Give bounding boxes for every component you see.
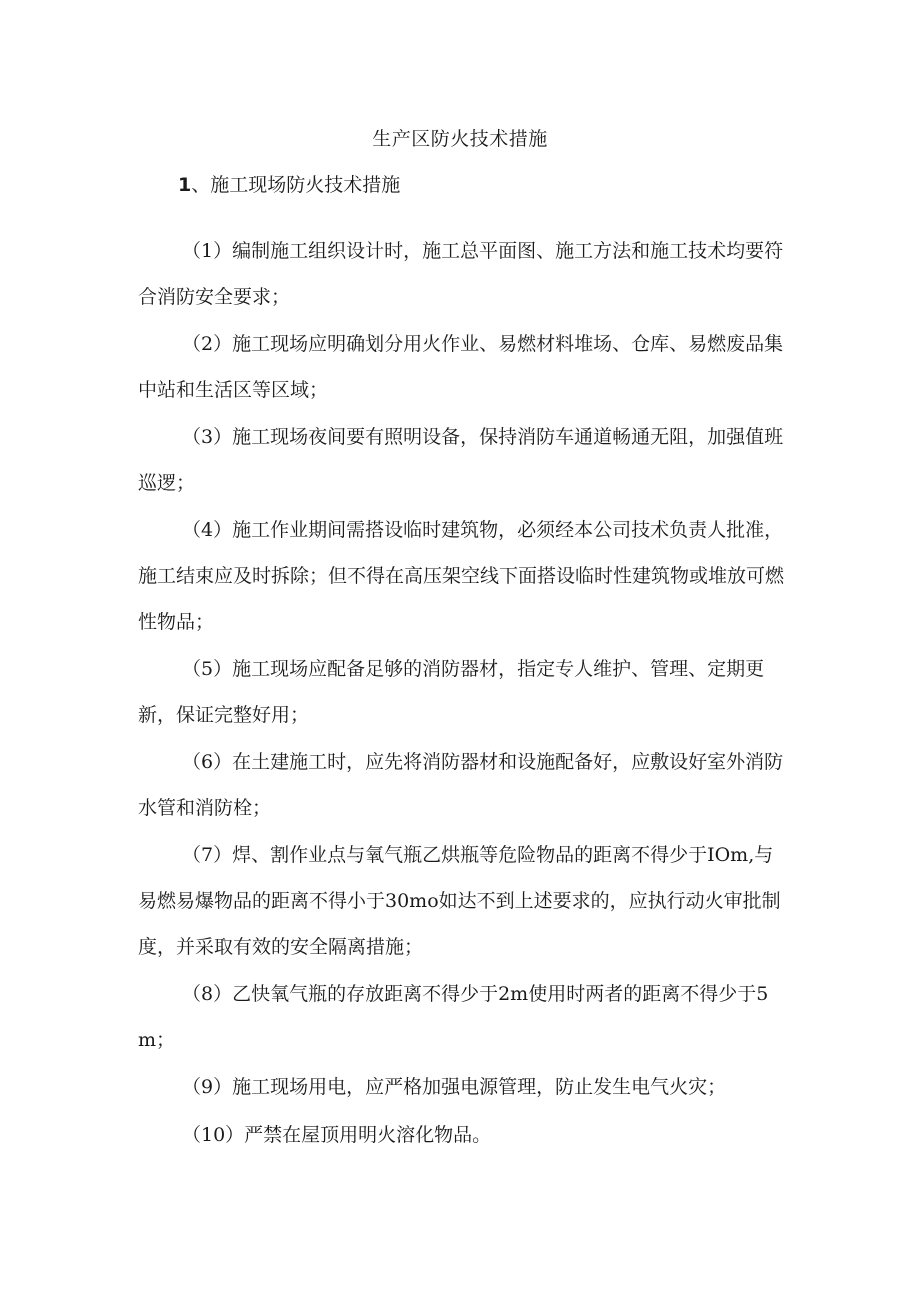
section-number: 1: [178, 174, 192, 196]
measure-paragraph: （8）乙快氧气瓶的存放距离不得少于2m使用时两者的距离不得少于5m；: [138, 983, 769, 1051]
measure-paragraph: （9）施工现场用电，应严格加强电源管理，防止发生电气火灾；: [182, 1076, 727, 1098]
measure-paragraph: （4）施工作业期间需搭设临时建筑物，必须经本公司技术负责人批准，施工结束应及时拆除；但不得在高压架空线下面搭设临时性建筑物或堆放可燃性物品；: [138, 519, 785, 633]
document-title: 生产区防火技术措施: [372, 128, 548, 150]
measure-paragraph: （5）施工现场应配备足够的消防器材，指定专人维护、管理、定期更新，保证完整好用；: [138, 658, 765, 726]
measure-paragraph: （10）严禁在屋顶用明火溶化物品。: [182, 1124, 492, 1146]
measure-paragraph: （2）施工现场应明确划分用火作业、易燃材料堆场、仓库、易燃废品集中站和生活区等区域；: [138, 333, 784, 401]
measure-paragraph: （3）施工现场夜间要有照明设备，保持消防车通道畅通无阻，加强值班巡逻；: [138, 426, 784, 494]
measure-paragraph: （7）焊、割作业点与氧气瓶乙烘瓶等危险物品的距离不得少于IOm,与易燃易爆物品的距离不得小于30mo如达不到上述要求的，应执行动火审批制度，并采取有效的安全隔离措施；: [138, 844, 781, 958]
section-heading: [178, 170, 400, 200]
measure-paragraph: （1）编制施工组织设计时，施工总平面图、施工方法和施工技术均要符合消防安全要求；: [138, 240, 784, 308]
measure-paragraph: （6）在土建施工时，应先将消防器材和设施配备好，应敷设好室外消防水管和消防栓；: [138, 751, 784, 819]
section-title: 、施工现场防火技术措施: [191, 174, 401, 196]
